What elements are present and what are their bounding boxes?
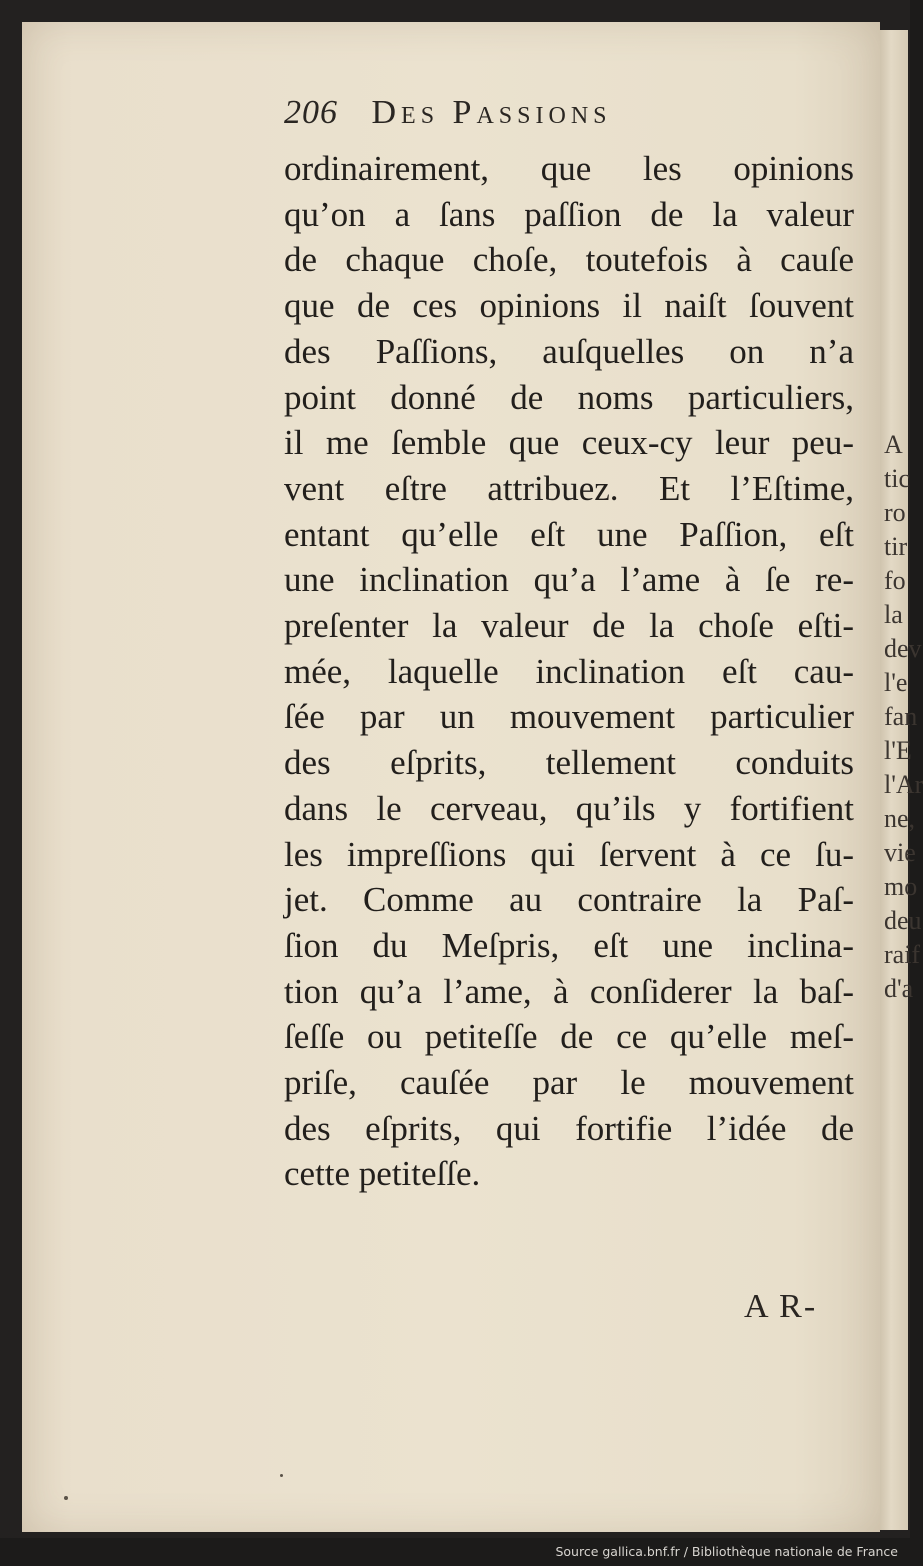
edge-fragment: ne, — [884, 804, 916, 833]
text-line: dans le cerveau, qu’ils y fortifient — [284, 788, 854, 828]
edge-fragment: fo — [884, 566, 906, 595]
text-line: entant qu’elle eſt une Paſſion, eſt — [284, 514, 854, 554]
catchword: A R- — [744, 1288, 818, 1325]
edge-fragment: l'Ar — [884, 770, 923, 799]
text-line: point donné de noms particuliers, — [284, 377, 854, 417]
edge-fragment: dev — [884, 634, 922, 663]
text-line: ſée par un mouvement particulier — [284, 697, 854, 737]
text-line: des eſprits, qui fortifie l’idée de — [284, 1108, 854, 1148]
text-line: que de ces opinions il naiſt ſouvent — [284, 286, 854, 326]
edge-fragment: vie — [884, 838, 916, 867]
page-number: 206 — [284, 94, 338, 131]
text-line: des Paſſions, auſquelles on n’a — [284, 331, 854, 371]
edge-fragment: tir — [884, 532, 908, 561]
edge-fragment: A — [884, 430, 903, 459]
running-head — [284, 94, 764, 138]
text-line: de chaque choſe, toutefois à cauſe — [284, 240, 854, 280]
edge-fragment: tic — [884, 464, 910, 493]
text-line: qu’on a ſans paſſion de la valeur — [284, 194, 854, 234]
edge-fragment: raif — [884, 940, 921, 969]
edge-fragment: mo — [884, 872, 918, 901]
text-line: cette petiteſſe. — [284, 1154, 481, 1194]
text-line: tion qu’a l’ame, à conſiderer la baſ- — [284, 971, 854, 1011]
ink-speck — [64, 1496, 68, 1500]
edge-fragment: la — [884, 600, 903, 629]
running-title: Des Passions — [371, 94, 612, 131]
text-line: les impreſſions qui ſervent à ce ſu- — [284, 834, 854, 874]
body-text — [284, 146, 854, 1197]
text-line: priſe, cauſée par le mouvement — [284, 1063, 854, 1103]
text-line: vent eſtre attribuez. Et l’Eſtime, — [284, 468, 854, 508]
text-line: ſeſſe ou petiteſſe de ce qu’elle meſ- — [284, 1017, 854, 1057]
text-line: preſenter la valeur de la choſe eſti- — [284, 606, 854, 646]
edge-fragment: l'e — [884, 668, 908, 697]
ink-speck — [280, 1474, 283, 1477]
source-credit: Source gallica.bnf.fr / Bibliothèque nationale de France — [555, 1544, 898, 1559]
edge-fragment: deu — [884, 906, 922, 935]
text-line: jet. Comme au contraire la Paſ- — [284, 880, 854, 920]
text-line: ordinairement, que les opinions — [284, 149, 854, 188]
text-line: des eſprits, tellement conduits — [284, 743, 854, 783]
edge-fragment: ro — [884, 498, 906, 527]
text-line: il me ſemble que ceux-cy leur peu- — [284, 423, 854, 463]
edge-fragment: l'E — [884, 736, 912, 765]
text-line: une inclination qu’a l’ame à ſe re- — [284, 560, 854, 600]
edge-fragment: fan — [884, 702, 918, 731]
text-line: mée, laquelle inclination eſt cau- — [284, 651, 854, 691]
edge-fragment: d'a — [884, 974, 914, 1003]
adjacent-page-edge — [880, 30, 923, 1530]
text-line: ſion du Meſpris, eſt une inclina- — [284, 925, 854, 965]
